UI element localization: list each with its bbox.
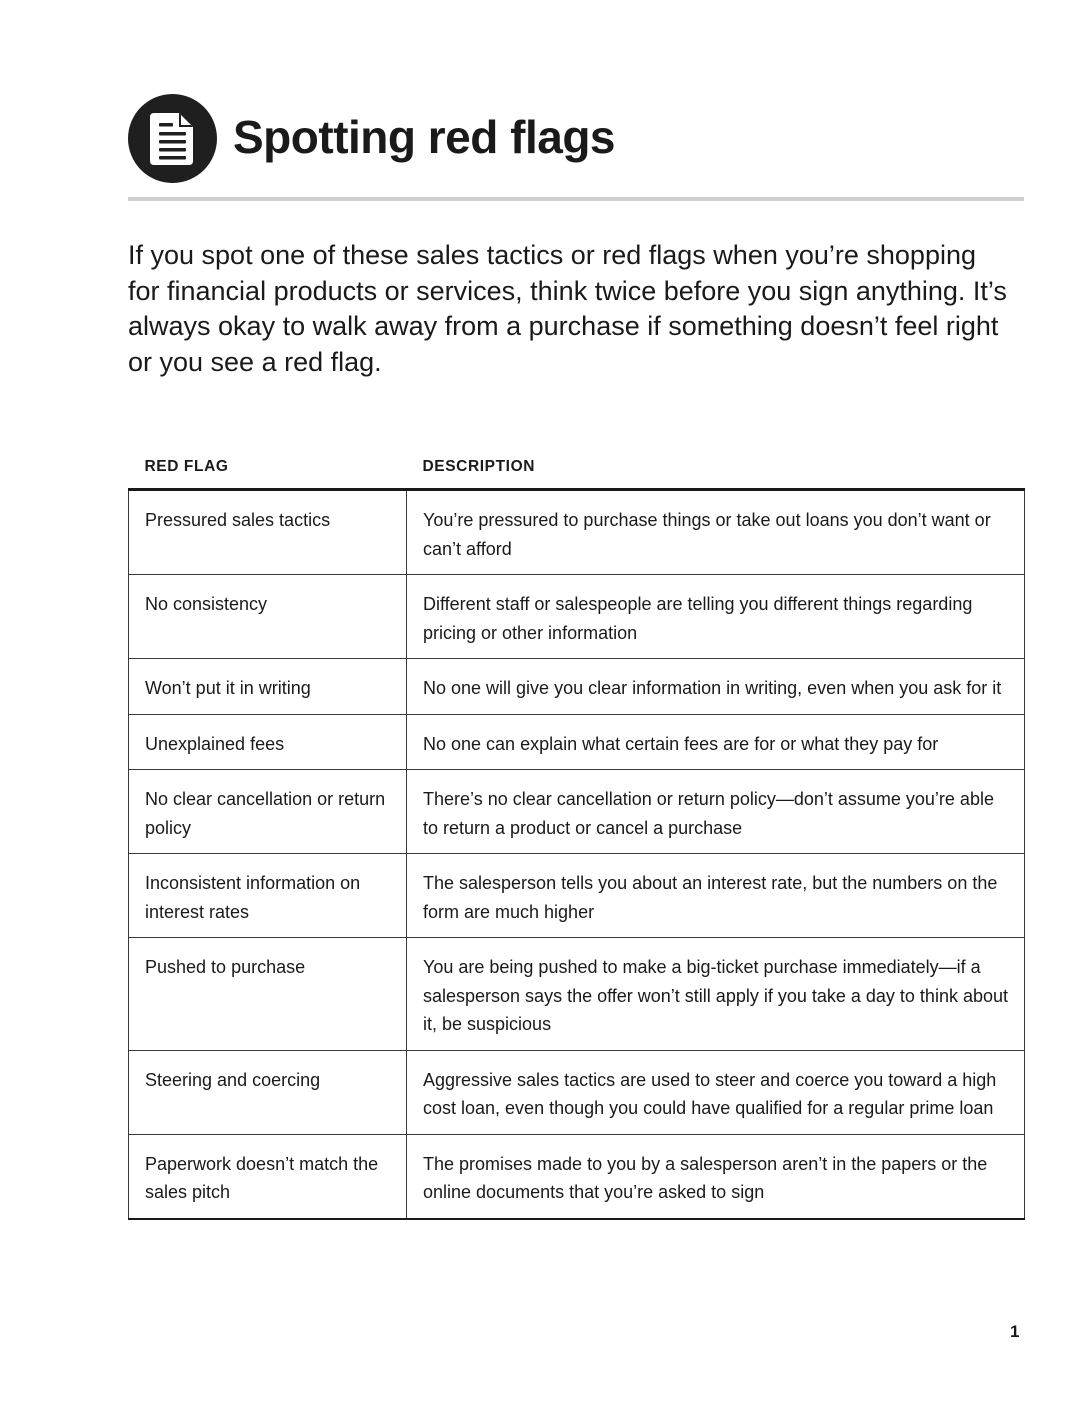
red-flag-cell: Steering and coercing (129, 1050, 407, 1134)
table-row (129, 714, 1025, 770)
red-flag-cell: Pushed to purchase (129, 938, 407, 1051)
red-flag-cell: Won’t put it in writing (129, 659, 407, 715)
column-header-description: DESCRIPTION (407, 448, 1025, 490)
red-flag-cell: Pressured sales tactics (129, 490, 407, 575)
column-header-red-flag: RED FLAG (129, 448, 407, 490)
red-flag-cell: No consistency (129, 575, 407, 659)
intro-paragraph: If you spot one of these sales tactics or red flags when you’re shopping for financial products or services, think twice before you sign anything. It’s always okay to walk away from a purchase if something doesn’t feel right or you see a red flag. (128, 240, 1007, 377)
description-cell: Aggressive sales tactics are used to steer and coerce you toward a high cost loan, even though you could have qualified for a regular prime loan (407, 1050, 1025, 1134)
red-flag-cell: Paperwork doesn’t match the sales pitch (129, 1134, 407, 1219)
description-cell: No one can explain what certain fees are for or what they pay for (407, 714, 1025, 770)
table-row (129, 575, 1025, 659)
page-title: Spotting red flags (233, 111, 615, 163)
table-row (129, 1050, 1025, 1134)
description-cell: No one will give you clear information in writing, even when you ask for it (407, 659, 1025, 715)
table-row (129, 770, 1025, 854)
table-row (129, 938, 1025, 1051)
red-flags-table (128, 448, 1025, 1220)
red-flag-cell: Inconsistent information on interest rates (129, 854, 407, 938)
table-row (129, 490, 1025, 575)
page-number: 1 (1010, 1322, 1020, 1341)
document-icon (128, 94, 217, 183)
description-cell: There’s no clear cancellation or return policy—don’t assume you’re able to return a product or cancel a purchase (407, 770, 1025, 854)
description-cell: The promises made to you by a salesperson aren’t in the papers or the online documents that you’re asked to sign (407, 1134, 1025, 1219)
description-cell: You’re pressured to purchase things or take out loans you don’t want or can’t afford (407, 490, 1025, 575)
page-header (128, 94, 1023, 184)
description-cell: You are being pushed to make a big-ticket purchase immediately—if a salesperson says the offer won’t still apply if you take a day to think about it, be suspicious (407, 938, 1025, 1051)
description-cell: The salesperson tells you about an interest rate, but the numbers on the form are much higher (407, 854, 1025, 938)
header-divider (128, 197, 1024, 201)
table-header-row (129, 448, 1025, 490)
table-row (129, 1134, 1025, 1219)
red-flag-cell: No clear cancellation or return policy (129, 770, 407, 854)
description-cell: Different staff or salespeople are telling you different things regarding pricing or other information (407, 575, 1025, 659)
red-flag-cell: Unexplained fees (129, 714, 407, 770)
table-row (129, 659, 1025, 715)
table-row (129, 854, 1025, 938)
